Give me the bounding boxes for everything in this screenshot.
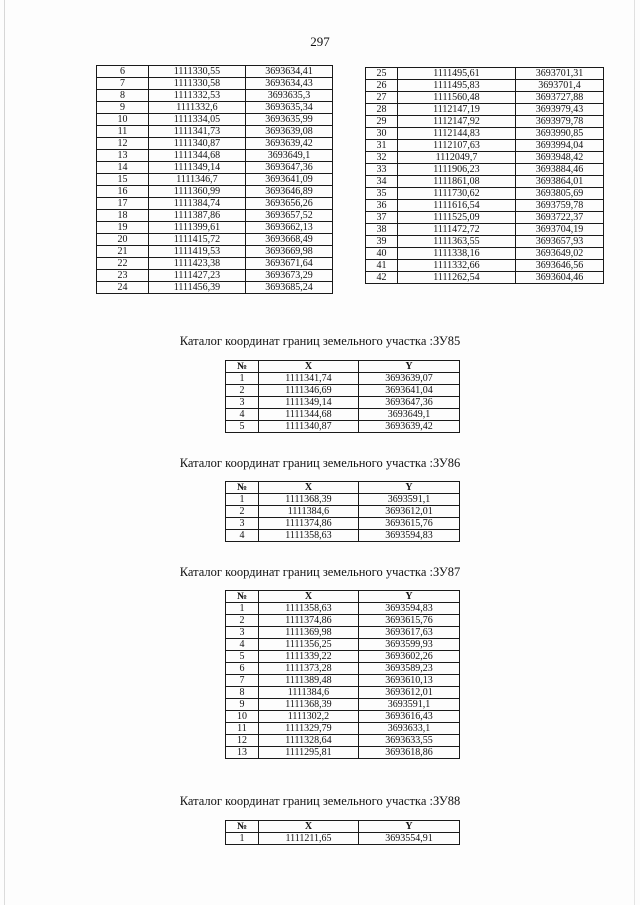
cell-x-coordinate: 1111295,81 xyxy=(259,747,359,759)
cell-point-number: 38 xyxy=(366,224,398,236)
cell-x-coordinate: 1111374,86 xyxy=(259,615,359,627)
cell-point-number: 21 xyxy=(97,246,149,258)
cell-point-number: 1 xyxy=(226,373,259,385)
table-row xyxy=(97,246,333,258)
cell-y-coordinate: 3693591,1 xyxy=(359,494,460,506)
table-row xyxy=(366,116,604,128)
column-header-x: X xyxy=(259,821,359,833)
cell-x-coordinate: 1111341,73 xyxy=(149,126,246,138)
cell-x-coordinate: 1111369,98 xyxy=(259,627,359,639)
table-row xyxy=(97,270,333,282)
cell-y-coordinate: 3693641,04 xyxy=(359,385,460,397)
cell-point-number: 27 xyxy=(366,92,398,104)
cell-x-coordinate: 1111384,74 xyxy=(149,198,246,210)
cell-x-coordinate: 1111349,14 xyxy=(149,162,246,174)
table-row xyxy=(97,198,333,210)
cell-y-coordinate: 3693649,1 xyxy=(359,409,460,421)
cell-x-coordinate: 1112107,63 xyxy=(398,140,516,152)
cell-y-coordinate: 3693656,26 xyxy=(246,198,333,210)
cell-x-coordinate: 1111262,54 xyxy=(398,272,516,284)
cell-y-coordinate: 3693646,56 xyxy=(516,260,604,272)
cell-point-number: 26 xyxy=(366,80,398,92)
table-row xyxy=(226,687,460,699)
table-row xyxy=(366,260,604,272)
cell-point-number: 10 xyxy=(226,711,259,723)
table-row xyxy=(366,68,604,80)
table-row xyxy=(226,506,460,518)
cell-y-coordinate: 3693554,91 xyxy=(359,833,460,845)
cell-y-coordinate: 3693673,29 xyxy=(246,270,333,282)
cell-x-coordinate: 1111330,55 xyxy=(149,66,246,78)
cell-y-coordinate: 3693990,85 xyxy=(516,128,604,140)
column-header-y: Y xyxy=(359,591,460,603)
cell-x-coordinate: 1112049,7 xyxy=(398,152,516,164)
table-row xyxy=(226,833,460,845)
cell-point-number: 13 xyxy=(97,150,149,162)
catalog-caption-zu88: Каталог координат границ земельного участка :ЗУ88 xyxy=(179,794,461,808)
cell-x-coordinate: 1111330,58 xyxy=(149,78,246,90)
cell-y-coordinate: 3693610,13 xyxy=(359,675,460,687)
table-row xyxy=(366,236,604,248)
table-header-row xyxy=(226,591,460,603)
cell-x-coordinate: 1111356,25 xyxy=(259,639,359,651)
table-row xyxy=(366,224,604,236)
cell-y-coordinate: 3693604,46 xyxy=(516,272,604,284)
cell-x-coordinate: 1111374,86 xyxy=(259,518,359,530)
cell-point-number: 28 xyxy=(366,104,398,116)
table-row xyxy=(226,603,460,615)
table-row xyxy=(226,747,460,759)
cell-y-coordinate: 3693641,09 xyxy=(246,174,333,186)
cell-point-number: 8 xyxy=(97,90,149,102)
table-row xyxy=(226,627,460,639)
cell-y-coordinate: 3693994,04 xyxy=(516,140,604,152)
cell-y-coordinate: 3693634,43 xyxy=(246,78,333,90)
table-row xyxy=(366,248,604,260)
cell-x-coordinate: 1111427,23 xyxy=(149,270,246,282)
cell-x-coordinate: 1111211,65 xyxy=(259,833,359,845)
cell-y-coordinate: 3693657,52 xyxy=(246,210,333,222)
table-row xyxy=(226,639,460,651)
cell-y-coordinate: 3693722,37 xyxy=(516,212,604,224)
cell-point-number: 15 xyxy=(97,174,149,186)
page-number: 297 xyxy=(310,34,330,49)
table-row xyxy=(97,258,333,270)
cell-y-coordinate: 3693634,41 xyxy=(246,66,333,78)
cell-x-coordinate: 1111338,16 xyxy=(398,248,516,260)
table-row xyxy=(226,421,460,433)
cell-y-coordinate: 3693759,78 xyxy=(516,200,604,212)
table-row xyxy=(97,102,333,114)
table-row xyxy=(97,222,333,234)
cell-y-coordinate: 3693635,3 xyxy=(246,90,333,102)
cell-point-number: 20 xyxy=(97,234,149,246)
cell-y-coordinate: 3693594,83 xyxy=(359,530,460,542)
column-header-x: X xyxy=(259,482,359,494)
cell-y-coordinate: 3693649,1 xyxy=(246,150,333,162)
table-row xyxy=(226,409,460,421)
cell-y-coordinate: 3693671,64 xyxy=(246,258,333,270)
cell-point-number: 40 xyxy=(366,248,398,260)
table-row xyxy=(366,212,604,224)
cell-x-coordinate: 1111861,08 xyxy=(398,176,516,188)
catalog-table-zu85 xyxy=(225,360,460,433)
cell-point-number: 39 xyxy=(366,236,398,248)
cell-point-number: 1 xyxy=(226,603,259,615)
cell-point-number: 37 xyxy=(366,212,398,224)
table-row xyxy=(366,272,604,284)
cell-y-coordinate: 3693589,23 xyxy=(359,663,460,675)
table-row xyxy=(226,494,460,506)
cell-x-coordinate: 1111334,05 xyxy=(149,114,246,126)
cell-y-coordinate: 3693639,08 xyxy=(246,126,333,138)
column-header-y: Y xyxy=(359,821,460,833)
cell-y-coordinate: 3693647,36 xyxy=(359,397,460,409)
cell-y-coordinate: 3693594,83 xyxy=(359,603,460,615)
table-header-row xyxy=(226,482,460,494)
cell-point-number: 36 xyxy=(366,200,398,212)
cell-y-coordinate: 3693615,76 xyxy=(359,518,460,530)
cell-x-coordinate: 1111389,48 xyxy=(259,675,359,687)
cell-point-number: 2 xyxy=(226,506,259,518)
cell-point-number: 23 xyxy=(97,270,149,282)
cell-point-number: 33 xyxy=(366,164,398,176)
table-header-row xyxy=(226,821,460,833)
table-row xyxy=(226,723,460,735)
table-row xyxy=(366,152,604,164)
cell-y-coordinate: 3693635,99 xyxy=(246,114,333,126)
catalog-table-zu87 xyxy=(225,590,460,759)
cell-point-number: 31 xyxy=(366,140,398,152)
cell-y-coordinate: 3693646,89 xyxy=(246,186,333,198)
cell-y-coordinate: 3693657,93 xyxy=(516,236,604,248)
cell-x-coordinate: 1111340,87 xyxy=(259,421,359,433)
cell-point-number: 3 xyxy=(226,518,259,530)
table-row xyxy=(226,735,460,747)
table-row xyxy=(97,186,333,198)
table-row xyxy=(366,176,604,188)
table-row xyxy=(226,518,460,530)
cell-point-number: 3 xyxy=(226,627,259,639)
cell-point-number: 18 xyxy=(97,210,149,222)
column-header-y: Y xyxy=(359,482,460,494)
cell-x-coordinate: 1112144,83 xyxy=(398,128,516,140)
table-row xyxy=(366,104,604,116)
catalog-table-zu88 xyxy=(225,820,460,845)
cell-point-number: 2 xyxy=(226,385,259,397)
cell-x-coordinate: 1111344,68 xyxy=(259,409,359,421)
cell-y-coordinate: 3693701,4 xyxy=(516,80,604,92)
cell-point-number: 16 xyxy=(97,186,149,198)
column-header-x: X xyxy=(259,591,359,603)
cell-point-number: 9 xyxy=(97,102,149,114)
table-row xyxy=(366,140,604,152)
table-row xyxy=(226,530,460,542)
table-row xyxy=(226,663,460,675)
catalog-caption-zu85: Каталог координат границ земельного участка :ЗУ85 xyxy=(179,334,461,348)
cell-x-coordinate: 1111495,61 xyxy=(398,68,516,80)
cell-x-coordinate: 1111346,7 xyxy=(149,174,246,186)
table-row xyxy=(97,66,333,78)
cell-point-number: 17 xyxy=(97,198,149,210)
cell-point-number: 4 xyxy=(226,409,259,421)
cell-x-coordinate: 1111368,39 xyxy=(259,699,359,711)
cell-x-coordinate: 1111730,62 xyxy=(398,188,516,200)
cell-x-coordinate: 1111332,53 xyxy=(149,90,246,102)
table-row xyxy=(366,80,604,92)
cell-y-coordinate: 3693635,34 xyxy=(246,102,333,114)
cell-point-number: 30 xyxy=(366,128,398,140)
cell-x-coordinate: 1111906,23 xyxy=(398,164,516,176)
cell-x-coordinate: 1111423,38 xyxy=(149,258,246,270)
cell-x-coordinate: 1111341,74 xyxy=(259,373,359,385)
table-row xyxy=(366,200,604,212)
cell-x-coordinate: 1111560,48 xyxy=(398,92,516,104)
cell-x-coordinate: 1111384,6 xyxy=(259,506,359,518)
table-row xyxy=(226,373,460,385)
cell-y-coordinate: 3693647,36 xyxy=(246,162,333,174)
cell-y-coordinate: 3693864,01 xyxy=(516,176,604,188)
cell-x-coordinate: 1111419,53 xyxy=(149,246,246,258)
cell-y-coordinate: 3693662,13 xyxy=(246,222,333,234)
column-header-number: № xyxy=(226,591,259,603)
cell-x-coordinate: 1111346,69 xyxy=(259,385,359,397)
cell-y-coordinate: 3693617,63 xyxy=(359,627,460,639)
cell-point-number: 4 xyxy=(226,639,259,651)
cell-point-number: 2 xyxy=(226,615,259,627)
table-row xyxy=(97,234,333,246)
cell-y-coordinate: 3693701,31 xyxy=(516,68,604,80)
cell-y-coordinate: 3693639,07 xyxy=(359,373,460,385)
catalog-table-zu86 xyxy=(225,481,460,542)
cell-x-coordinate: 1111472,72 xyxy=(398,224,516,236)
cell-y-coordinate: 3693615,76 xyxy=(359,615,460,627)
table-row xyxy=(226,397,460,409)
cell-y-coordinate: 3693633,55 xyxy=(359,735,460,747)
cell-y-coordinate: 3693685,24 xyxy=(246,282,333,294)
coordinates-table-continued-right xyxy=(365,67,604,284)
cell-x-coordinate: 1111302,2 xyxy=(259,711,359,723)
table-row xyxy=(226,651,460,663)
cell-x-coordinate: 1111349,14 xyxy=(259,397,359,409)
column-header-number: № xyxy=(226,361,259,373)
cell-point-number: 19 xyxy=(97,222,149,234)
table-row xyxy=(97,78,333,90)
cell-point-number: 6 xyxy=(226,663,259,675)
cell-y-coordinate: 3693979,78 xyxy=(516,116,604,128)
cell-x-coordinate: 1111387,86 xyxy=(149,210,246,222)
cell-point-number: 12 xyxy=(226,735,259,747)
cell-y-coordinate: 3693599,93 xyxy=(359,639,460,651)
cell-point-number: 1 xyxy=(226,494,259,506)
table-header-row xyxy=(226,361,460,373)
cell-x-coordinate: 1111328,64 xyxy=(259,735,359,747)
cell-y-coordinate: 3693649,02 xyxy=(516,248,604,260)
cell-y-coordinate: 3693633,1 xyxy=(359,723,460,735)
cell-x-coordinate: 1111616,54 xyxy=(398,200,516,212)
table-row xyxy=(97,90,333,102)
cell-x-coordinate: 1111358,63 xyxy=(259,530,359,542)
cell-y-coordinate: 3693616,43 xyxy=(359,711,460,723)
cell-x-coordinate: 1111456,39 xyxy=(149,282,246,294)
cell-y-coordinate: 3693948,42 xyxy=(516,152,604,164)
cell-point-number: 5 xyxy=(226,651,259,663)
cell-x-coordinate: 1111525,09 xyxy=(398,212,516,224)
table-row xyxy=(97,210,333,222)
cell-x-coordinate: 1111495,83 xyxy=(398,80,516,92)
cell-x-coordinate: 1111358,63 xyxy=(259,603,359,615)
cell-y-coordinate: 3693669,98 xyxy=(246,246,333,258)
column-header-number: № xyxy=(226,482,259,494)
cell-point-number: 1 xyxy=(226,833,259,845)
cell-point-number: 34 xyxy=(366,176,398,188)
table-row xyxy=(366,164,604,176)
cell-point-number: 41 xyxy=(366,260,398,272)
cell-y-coordinate: 3693805,69 xyxy=(516,188,604,200)
table-row xyxy=(226,385,460,397)
table-row xyxy=(97,126,333,138)
cell-point-number: 35 xyxy=(366,188,398,200)
table-row xyxy=(366,188,604,200)
cell-x-coordinate: 1112147,92 xyxy=(398,116,516,128)
table-row xyxy=(226,711,460,723)
cell-x-coordinate: 1111363,55 xyxy=(398,236,516,248)
cell-x-coordinate: 1111384,6 xyxy=(259,687,359,699)
cell-point-number: 25 xyxy=(366,68,398,80)
cell-x-coordinate: 1111332,6 xyxy=(149,102,246,114)
cell-x-coordinate: 1111368,39 xyxy=(259,494,359,506)
table-row xyxy=(97,114,333,126)
cell-y-coordinate: 3693884,46 xyxy=(516,164,604,176)
cell-x-coordinate: 1111332,66 xyxy=(398,260,516,272)
coordinates-table-continued-left xyxy=(96,65,333,294)
cell-point-number: 12 xyxy=(97,138,149,150)
cell-y-coordinate: 3693591,1 xyxy=(359,699,460,711)
cell-point-number: 7 xyxy=(226,675,259,687)
cell-x-coordinate: 1111329,79 xyxy=(259,723,359,735)
cell-point-number: 32 xyxy=(366,152,398,164)
catalog-caption-zu87: Каталог координат границ земельного участка :ЗУ87 xyxy=(179,565,461,579)
cell-y-coordinate: 3693704,19 xyxy=(516,224,604,236)
cell-point-number: 8 xyxy=(226,687,259,699)
cell-point-number: 13 xyxy=(226,747,259,759)
cell-point-number: 3 xyxy=(226,397,259,409)
table-row xyxy=(97,150,333,162)
column-header-number: № xyxy=(226,821,259,833)
catalog-caption-zu86: Каталог координат границ земельного участка :ЗУ86 xyxy=(179,456,461,470)
cell-y-coordinate: 3693618,86 xyxy=(359,747,460,759)
cell-point-number: 22 xyxy=(97,258,149,270)
cell-y-coordinate: 3693612,01 xyxy=(359,687,460,699)
table-row xyxy=(226,699,460,711)
table-row xyxy=(226,615,460,627)
table-row xyxy=(97,174,333,186)
cell-x-coordinate: 1111344,68 xyxy=(149,150,246,162)
cell-y-coordinate: 3693727,88 xyxy=(516,92,604,104)
cell-y-coordinate: 3693602,26 xyxy=(359,651,460,663)
column-header-x: X xyxy=(259,361,359,373)
cell-y-coordinate: 3693639,42 xyxy=(246,138,333,150)
cell-x-coordinate: 1112147,19 xyxy=(398,104,516,116)
cell-point-number: 6 xyxy=(97,66,149,78)
cell-x-coordinate: 1111373,28 xyxy=(259,663,359,675)
table-row xyxy=(97,282,333,294)
cell-point-number: 4 xyxy=(226,530,259,542)
cell-y-coordinate: 3693612,01 xyxy=(359,506,460,518)
cell-point-number: 10 xyxy=(97,114,149,126)
cell-y-coordinate: 3693668,49 xyxy=(246,234,333,246)
cell-point-number: 42 xyxy=(366,272,398,284)
table-row xyxy=(226,675,460,687)
cell-x-coordinate: 1111415,72 xyxy=(149,234,246,246)
cell-point-number: 5 xyxy=(226,421,259,433)
cell-y-coordinate: 3693639,42 xyxy=(359,421,460,433)
cell-point-number: 29 xyxy=(366,116,398,128)
table-row xyxy=(366,92,604,104)
cell-point-number: 7 xyxy=(97,78,149,90)
cell-y-coordinate: 3693979,43 xyxy=(516,104,604,116)
scan-edge-left xyxy=(4,0,5,905)
cell-point-number: 11 xyxy=(226,723,259,735)
cell-x-coordinate: 1111339,22 xyxy=(259,651,359,663)
cell-point-number: 14 xyxy=(97,162,149,174)
cell-x-coordinate: 1111340,87 xyxy=(149,138,246,150)
cell-point-number: 24 xyxy=(97,282,149,294)
table-row xyxy=(366,128,604,140)
table-row xyxy=(97,162,333,174)
cell-x-coordinate: 1111360,99 xyxy=(149,186,246,198)
scan-edge-right xyxy=(634,0,635,905)
cell-point-number: 11 xyxy=(97,126,149,138)
column-header-y: Y xyxy=(359,361,460,373)
table-row xyxy=(97,138,333,150)
cell-point-number: 9 xyxy=(226,699,259,711)
cell-x-coordinate: 1111399,61 xyxy=(149,222,246,234)
